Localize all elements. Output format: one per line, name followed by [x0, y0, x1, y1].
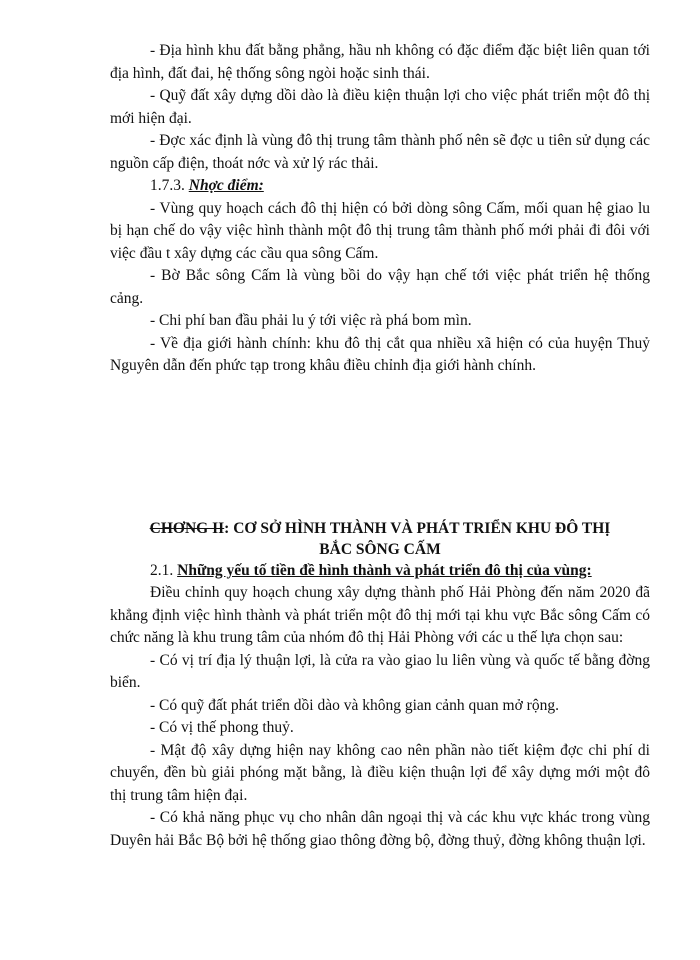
- list-item-density: - Mật độ xây dựng hiện nay không cao nên phần nào tiết kiệm đợc chi phí di chuyển, đền bù giải phóng mặt bằng, là điều kiện thuận lợi để xây dựng mới một đô thị trung tâm hiện đại.: [110, 741, 650, 804]
- paragraph-intro: Điều chỉnh quy hoạch chung xây dựng thành phố Hải Phòng đến năm 2020 đã khẳng định việc hình thành và phát triển một đô thị mới tại khu vực Bắc sông Cấm có chức năng là khu trung tâm của nhóm đô thị Hải Phòng với các u thế lựa chọn sau:: [110, 584, 650, 646]
- paragraph-land-fund: - Quỹ đất xây dựng dồi dào là điều kiện thuận lợi cho việc phát triển một đô thị mới hiện đại.: [110, 87, 650, 127]
- paragraph-terrain: - Địa hình khu đất bằng phẳng, hầu nh không có đặc điểm đặc biệt liên quan tới địa hình, đất đai, hệ thống sông ngòi hoặc sinh thái.: [110, 42, 650, 82]
- chapter-title-rest: : CƠ SỞ HÌNH THÀNH VÀ PHÁT TRIỂN KHU ĐÔ THỊ: [224, 519, 611, 537]
- section-heading-label: Những yếu tố tiền đề hình thành và phát triển đô thị của vùng:: [177, 561, 592, 579]
- chapter-title-line2: BẮC SÔNG CẤM: [319, 540, 441, 558]
- chapter-title: [110, 518, 650, 539]
- list-item-fengshui: - Có vị thế phong thuỷ.: [150, 719, 294, 736]
- section-heading-2-1: [110, 560, 650, 583]
- list-item-transport: - Có khả năng phục vụ cho nhân dân ngoại thị và các khu vực khác trong vùng Duyên hải Bắc Bộ bởi hệ thống giao thông đờng bộ, đờng thuỷ, đờng không thuận lợi.: [110, 809, 650, 849]
- paragraph-weakness-river: - Vùng quy hoạch cách đô thị hiện có bởi dòng sông Cấm, mối quan hệ giao lu bị hạn chế do vậy việc hình thành một đô thị trung tâm thành phố mới phải đi đôi với việc đầu t xây dựng các cầu qua sông Cấm.: [110, 199, 650, 262]
- paragraph-weakness-port: - Bờ Bắc sông Cấm là vùng bồi do vậy hạn chế tới việc phát triển hệ thống cảng.: [110, 267, 650, 307]
- paragraph-weakness-bombs: - Chi phí ban đầu phải lu ý tới việc rà phá bom mìn.: [150, 312, 472, 329]
- subheading-number: 1.7.3.: [150, 177, 189, 194]
- list-item-location: - Có vị trí địa lý thuận lợi, là cửa ra vào giao lu liên vùng và quốc tế bằng đờng biển.: [110, 651, 650, 691]
- paragraph-priority-services: - Đợc xác định là vùng đô thị trung tâm thành phố nên sẽ đợc u tiên sử dụng các nguồn cấp điện, thoát nớc và xử lý rác thải.: [110, 132, 650, 172]
- section-heading-number: 2.1.: [150, 561, 178, 579]
- list-item-land: - Có quỹ đất phát triển dồi dào và không gian cảnh quan mở rộng.: [150, 696, 559, 714]
- subheading-weaknesses: [110, 175, 650, 198]
- paragraph-weakness-admin: - Về địa giới hành chính: khu đô thị cắt qua nhiều xã hiện có của huyện Thuỷ Nguyên dẫn đến phức tạp trong khâu điều chỉnh địa giới hành chính.: [110, 334, 650, 374]
- document-page: [110, 40, 650, 852]
- subheading-label: Nhợc điểm:: [188, 177, 264, 194]
- page-gap: [110, 378, 650, 518]
- chapter-number: CHƠNG II: [149, 519, 225, 537]
